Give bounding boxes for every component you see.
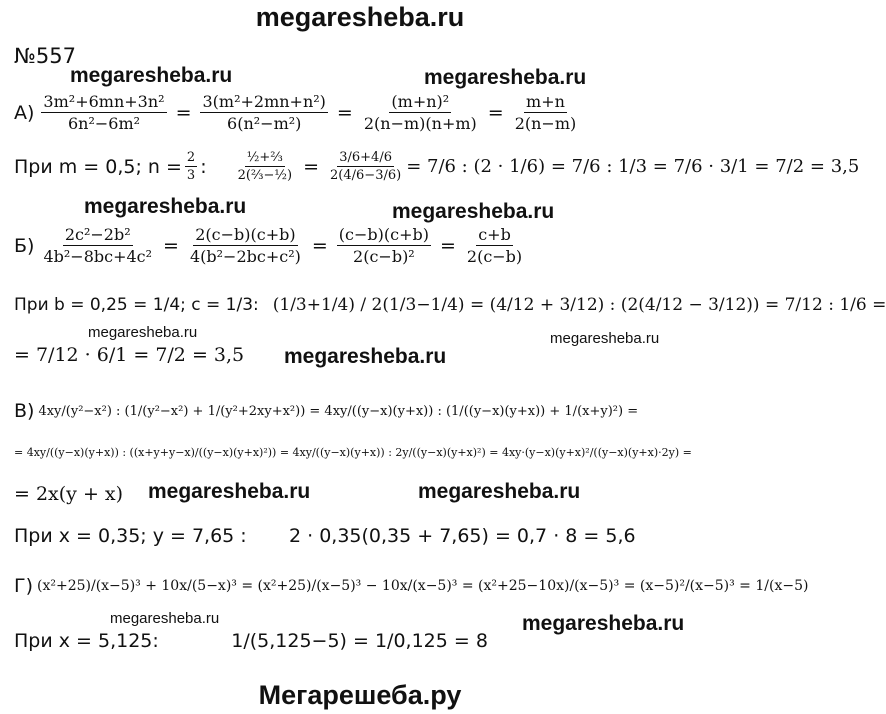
equation-b: Б) $\frac{\text{2c²−2b²}}{\text{4b²−8bc+4c²}}$ = $\frac{2(c-b)(c+b)}{\text{4(b²−2bc+c²)}}$ = $\frac{(c-b)(c+b)}{\text{2(c−b)²}}$ = $\frac{c+b}{2(c-b)}$ [14, 225, 523, 266]
equation-v-line2: = 4xy/((y−x)(y+x)) : ((x+y+y−x)/((y−x)(y+x)²)) = 4xy/((y−x)(y+x)) : 2y/((y−x)(y+x)²) = 4xy·(y−x)(y+x)²/((y−x)(y+x)·2y) = [14, 446, 692, 459]
part-label-v: В) [14, 400, 35, 422]
watermark: megaresheba.ru [88, 324, 198, 341]
equation-a: А) $\frac{\text{3m²+6mn+3n²}}{\text{6n²−6m²}}$ = $\frac{\text{3(m²+2mn+n²)}}{\text{6(n²−m²)}}$ = $\frac{\text{(m+n)²}}{2(n-m)(n+m)}$ = $\frac{m+n}{2(n-m)}$ [14, 92, 577, 133]
part-label-b: Б) [14, 234, 35, 257]
equation-v-line1: В) 4xy/(y²−x²) : (1/(y²−x²) + 1/(y²+2xy+x²)) = 4xy/((y−x)(y+x)) : (1/((y−x)(y+x)) + 1/(x+y)²) = [14, 400, 639, 422]
calculation: = 7/6 : (2 · 1/6) = 7/6 : 1/3 = 7/6 · 3/1 = 7/2 = 3,5 [406, 156, 860, 177]
problem-number: №557 [14, 44, 76, 68]
result-b [14, 344, 244, 366]
fraction: $\frac{(c-b)(c+b)}{\text{2(c−b)²}}$ [338, 225, 429, 266]
substitution-a: При m = 0,5; n = $\frac{2}{3}$ : $\frac{\text{½+⅔}}{\text{2(⅔−½)}}$ = $\frac{3/6+4/6}{2(4/6-3/6)}$ = 7/6 : (2 · 1/6) = 7/6 : 1/3 = 7/6 · 3/1 = 7/2 = 3,5 [14, 150, 860, 183]
watermark: megaresheba.ru [110, 610, 220, 627]
calculation: = 7/12 · 6/1 = 7/2 = 3,5 [14, 344, 245, 366]
fraction: $\frac{\text{3m²+6mn+3n²}}{\text{6n²−6m²}}$ [43, 92, 165, 133]
fraction: $\frac{\text{2c²−2b²}}{\text{4b²−8bc+4c²}}$ [43, 225, 153, 266]
site-header: megaresheba.ru [255, 2, 465, 32]
equation-g: Г) (x²+25)/(x−5)³ + 10x/(5−x)³ = (x²+25)/(x−5)³ − 10x/(x−5)³ = (x²+25−10x)/(x−5)³ = (x−5)²/(x−5)³ = 1/(x−5) [14, 575, 809, 597]
watermark: megaresheba.ru [84, 195, 247, 218]
watermark: megaresheba.ru [418, 480, 581, 503]
fraction: $\frac{m+n}{2(n-m)}$ [514, 92, 577, 133]
fraction: $\frac{2(c-b)(c+b)}{\text{4(b²−2bc+c²)}}$ [189, 225, 301, 266]
part-label-g: Г) [14, 575, 33, 597]
fraction: $\frac{c+b}{2(c-b)}$ [466, 225, 523, 266]
equation-v-line3: = 2x(y + x) [14, 483, 124, 505]
substitution-b: При b = 0,25 = 1/4; c = 1/3: (1/3+1/4) / 2(1/3−1/4) = (4/12 + 3/12) : (2(4/12 − 3/12)) = 7/12 : 1/6 = [14, 295, 886, 315]
fraction: $\frac{2}{3}$ [186, 150, 196, 183]
part-label-a: А) [14, 101, 35, 124]
watermark: megaresheba.ru [392, 200, 555, 223]
site-footer: Мегарешеба.ру [258, 680, 462, 710]
fraction: $\frac{3/6+4/6}{2(4/6-3/6)}$ [330, 150, 402, 183]
watermark: megaresheba.ru [522, 612, 685, 635]
calculation: (1/3+1/4) / 2(1/3−1/4) = (4/12 + 3/12) : (2(4/12 − 3/12)) = 7/12 : 1/6 = [272, 295, 886, 315]
watermark: megaresheba.ru [550, 330, 660, 347]
watermark: megaresheba.ru [70, 64, 233, 87]
substitution-v: При x = 0,35; y = 7,65 : 2 · 0,35(0,35 + 7,65) = 0,7 · 8 = 5,6 [14, 525, 636, 547]
fraction: $\frac{\text{(m+n)²}}{2(n-m)(n+m)}$ [363, 92, 477, 133]
watermark: megaresheba.ru [284, 345, 447, 368]
fraction: $\frac{\text{½+⅔}}{\text{2(⅔−½)}}$ [237, 150, 293, 183]
fraction: $\frac{\text{3(m²+2mn+n²)}}{\text{6(n²−m²)}}$ [202, 92, 326, 133]
watermark: megaresheba.ru [148, 480, 311, 503]
watermark: megaresheba.ru [424, 66, 587, 89]
substitution-g: При x = 5,125: 1/(5,125−5) = 1/0,125 = 8 [14, 630, 488, 652]
